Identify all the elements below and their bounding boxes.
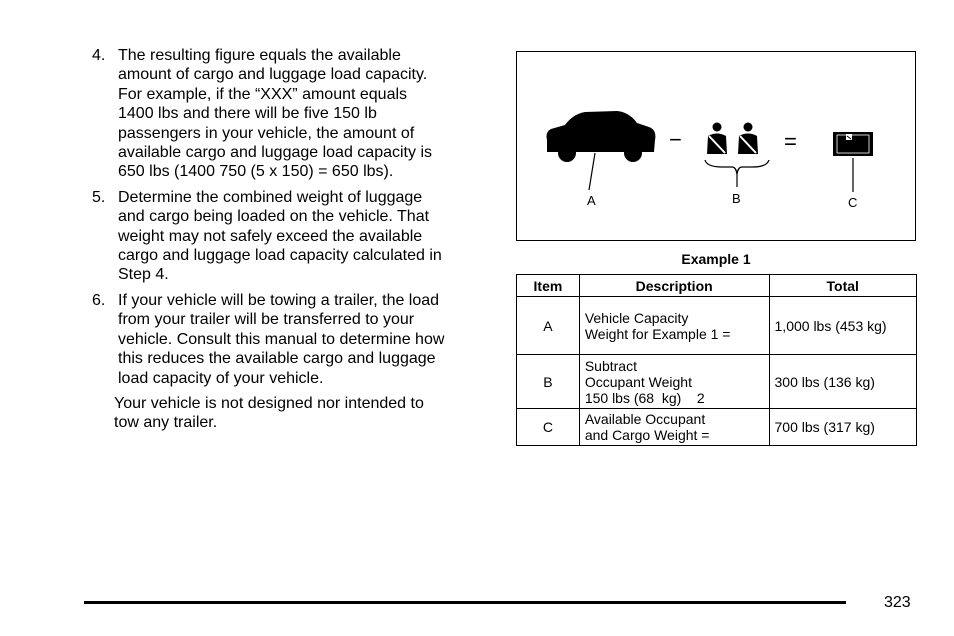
occupant-seatbelt-icon	[738, 123, 758, 155]
page-number: 323	[884, 594, 911, 611]
step-line: For example, if the “XXX” amount equals	[118, 85, 408, 103]
table-header-row	[517, 275, 917, 297]
note-line: tow any trailer.	[114, 414, 218, 432]
total-cell: 1,000 lbs (453 kg)	[769, 297, 916, 355]
step-line: from your trailer will be transferred to your	[118, 311, 415, 329]
table-row	[517, 297, 917, 355]
item-cell: C	[517, 409, 580, 446]
cargo-box-icon	[833, 132, 873, 156]
minus-sign: −	[669, 127, 682, 152]
step-line: available cargo and luggage load capacity is	[118, 144, 432, 162]
step-4	[92, 46, 492, 182]
description-line: Vehicle Capacity	[584, 309, 689, 326]
description-cell	[579, 409, 769, 446]
step-line: The resulting figure equals the available	[118, 47, 401, 64]
total-cell: 700 lbs (317 kg)	[769, 409, 916, 446]
table-row	[517, 409, 917, 446]
description-line: 150 lbs (68 kg) 2	[584, 389, 705, 406]
step-line: and cargo being loaded on the vehicle. That	[118, 208, 430, 226]
step-line: Step 4.	[118, 266, 169, 284]
pointer-line-a	[589, 153, 595, 190]
label-b: B	[732, 191, 741, 206]
step-6	[92, 291, 492, 388]
step-line: load capacity of your vehicle.	[118, 369, 324, 387]
step-line: If your vehicle will be towing a trailer, the load	[118, 291, 440, 309]
trailer-note	[114, 394, 492, 433]
column-header-item: Item	[517, 275, 580, 297]
step-5	[92, 188, 492, 285]
step-line: cargo and luggage load capacity calculated in	[118, 247, 442, 265]
label-a: A	[587, 193, 596, 208]
description-line: Available Occupant	[584, 411, 706, 427]
column-header-description: Description	[579, 275, 769, 297]
step-line: 1400 lbs and there will be five 150 lb	[118, 105, 377, 123]
figure-illustration	[517, 52, 917, 242]
load-calculation-table	[516, 274, 917, 446]
figure-caption: Example 1	[681, 251, 751, 267]
label-c: C	[848, 195, 858, 210]
total-cell: 300 lbs (136 kg)	[769, 355, 916, 409]
step-number: 4.	[92, 47, 106, 64]
note-line: Your vehicle is not designed nor intended to	[114, 394, 424, 412]
equals-sign: =	[784, 129, 797, 154]
description-line: and Cargo Weight =	[584, 427, 710, 443]
description-line: Occupant Weight	[584, 373, 692, 390]
car-icon	[547, 111, 656, 162]
description-line: Weight for Example 1 =	[584, 325, 731, 342]
description-line: Subtract	[584, 357, 637, 374]
instructions-column	[92, 46, 492, 433]
load-capacity-figure	[516, 51, 916, 241]
step-line: vehicle. Consult this manual to determine how	[118, 330, 445, 348]
step-line: amount of cargo and luggage load capacity.	[118, 66, 428, 84]
step-number: 5.	[92, 188, 106, 206]
description-cell	[579, 355, 769, 409]
step-line: this reduces the available cargo and luggage	[118, 350, 436, 368]
item-cell: B	[517, 355, 580, 409]
step-line: Determine the combined weight of luggage	[118, 188, 423, 206]
footer-rule	[84, 601, 846, 604]
step-line: 650 lbs (1400 750 (5 x 150) = 650 lbs).	[118, 163, 394, 181]
item-cell: A	[517, 297, 580, 355]
step-number: 6.	[92, 291, 106, 309]
occupant-seatbelt-icon	[707, 123, 727, 155]
step-line: passengers in your vehicle, the amount of	[118, 124, 415, 142]
column-header-total: Total	[769, 275, 916, 297]
table-row	[517, 355, 917, 409]
step-line: weight may not safely exceed the available	[118, 227, 423, 245]
occupant-bracket	[705, 160, 769, 174]
description-cell	[579, 297, 769, 355]
